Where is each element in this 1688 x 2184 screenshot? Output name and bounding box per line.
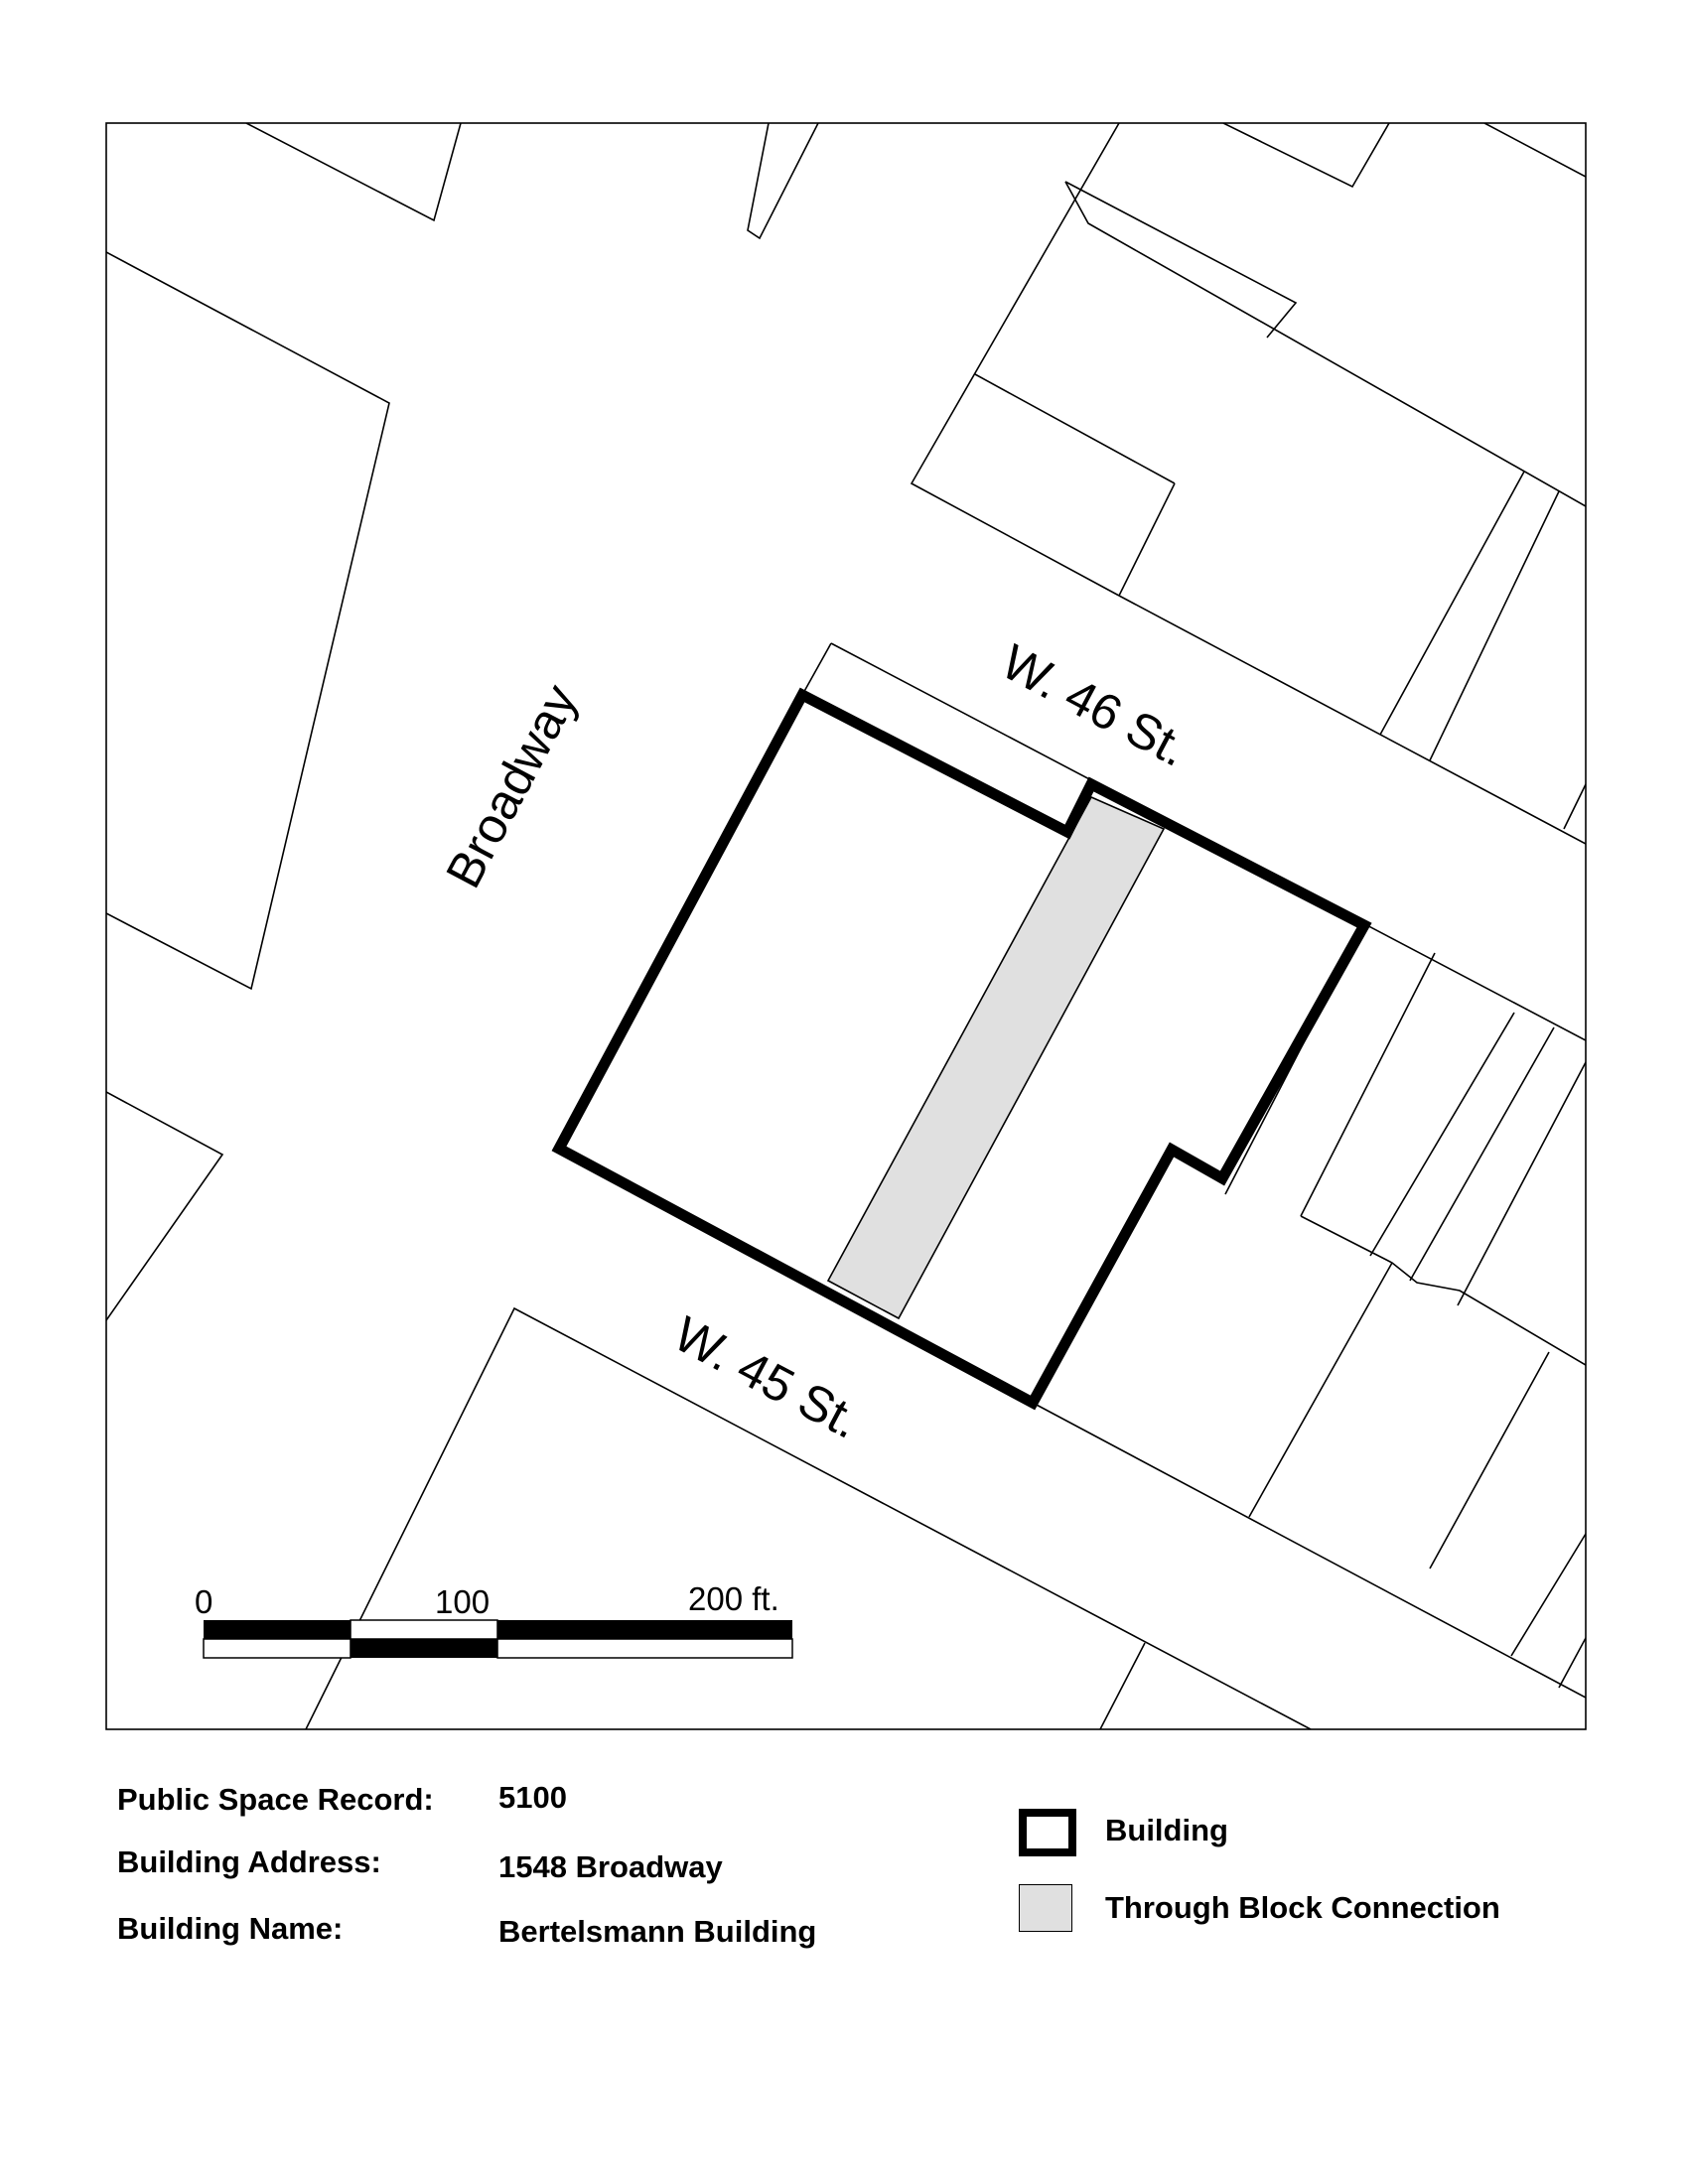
name-label: Building Name:	[117, 1911, 344, 1946]
record-value: 5100	[498, 1780, 567, 1815]
record-label: Public Space Record:	[117, 1782, 434, 1817]
legend-connection-label: Through Block Connection	[1105, 1890, 1500, 1925]
street-label-broadway: Broadway	[435, 675, 589, 897]
address-value: 1548 Broadway	[498, 1849, 723, 1884]
street-label-w46: W. 46 St.	[992, 633, 1197, 777]
through-block-connection	[828, 797, 1164, 1318]
name-value: Bertelsmann Building	[498, 1914, 817, 1949]
scale-label-0: 0	[195, 1583, 213, 1620]
legend-building-swatch	[1019, 1809, 1076, 1856]
scale-label-200: 200 ft.	[688, 1580, 779, 1617]
street-label-w45: W. 45 St.	[664, 1305, 870, 1449]
scale-label-100: 100	[435, 1583, 491, 1620]
scale-bar	[195, 1580, 792, 1658]
legend-building-label: Building	[1105, 1813, 1228, 1847]
address-label: Building Address:	[117, 1844, 381, 1879]
legend-connection-swatch	[1019, 1884, 1072, 1932]
